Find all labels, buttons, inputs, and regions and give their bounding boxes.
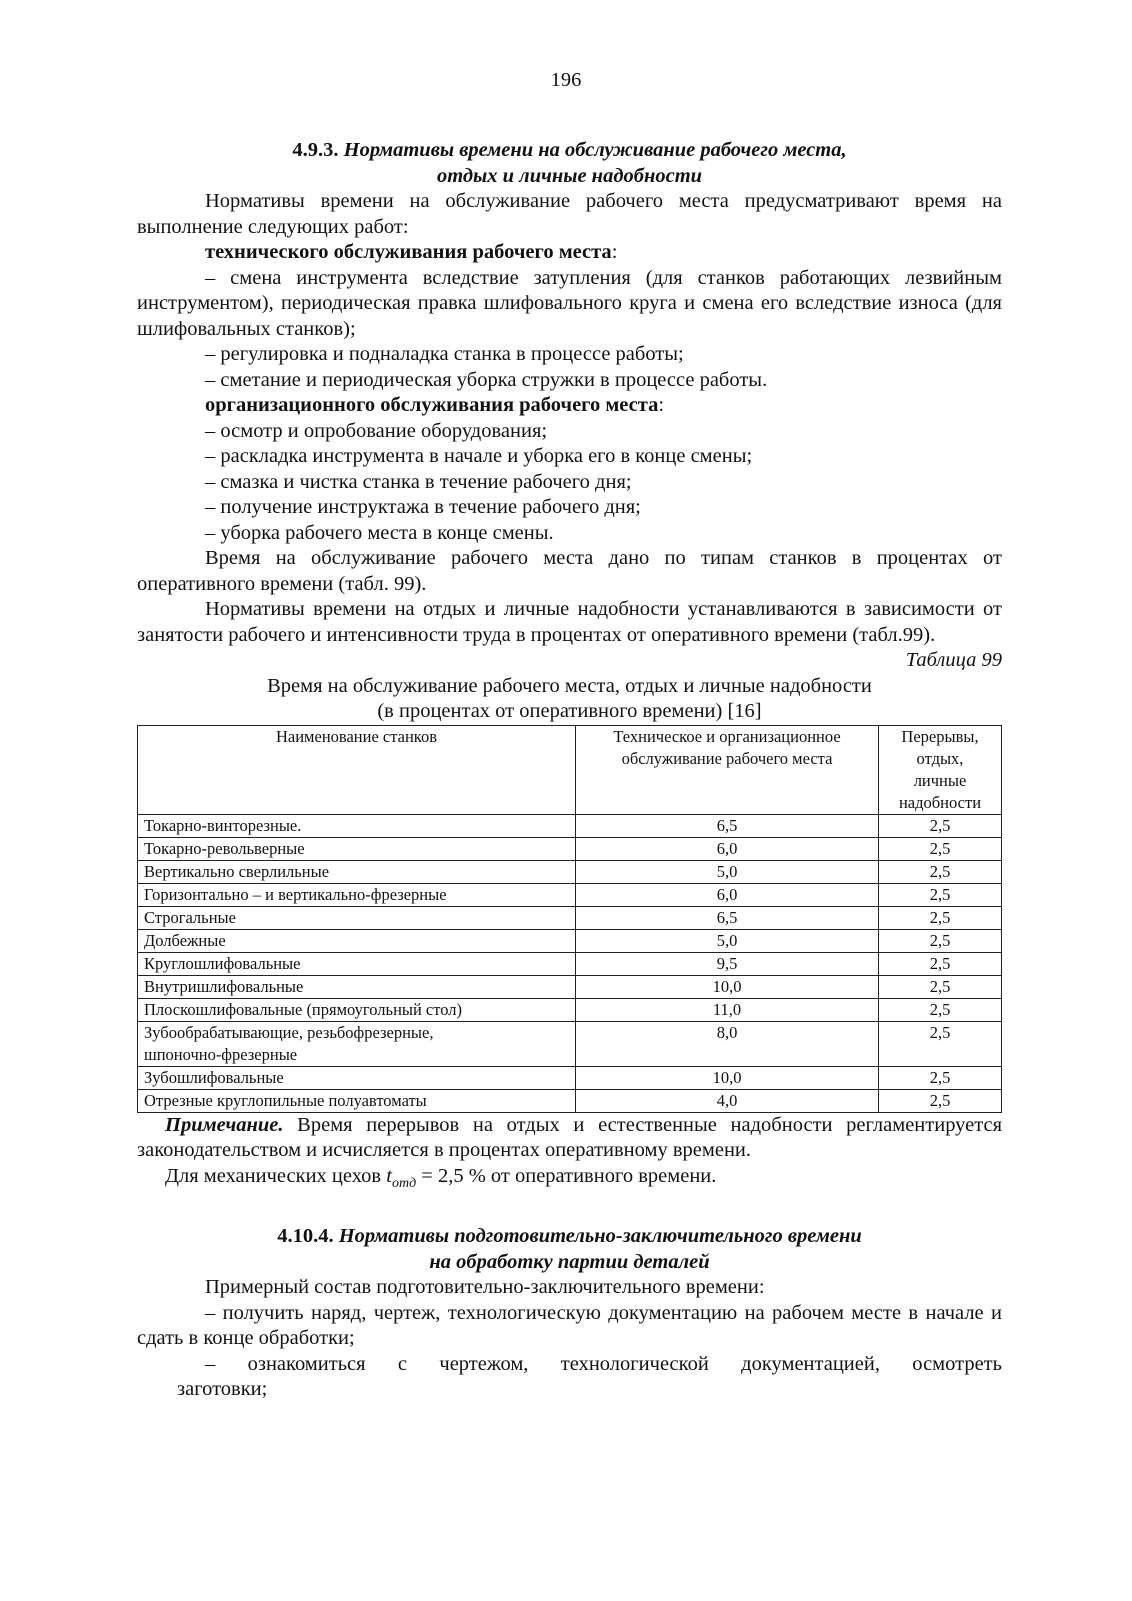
section-title-line1: Нормативы времени на обслуживание рабочего места, — [343, 139, 847, 161]
table-row — [138, 1066, 1002, 1089]
table-row — [138, 1021, 1002, 1066]
mech-suffix: = 2,5 % от оперативного времени. — [416, 1164, 717, 1187]
table-row — [138, 814, 1002, 837]
cell-name-line2: шпоночно-фрезерные — [144, 1044, 298, 1064]
list-item: – уборка рабочего места в конце смены. — [205, 521, 554, 544]
subheading-tech-text: технического обслуживания рабочего места — [205, 241, 612, 263]
list-item-line1: – ознакомиться с чертежом, технологической документацией, осмотреть — [205, 1352, 1002, 1375]
cell-tech: 10,0 — [576, 1066, 879, 1089]
header-breaks-line3: личные — [913, 770, 967, 790]
cell-name-line1: Зубообрабатывающие, резьбофрезерные, — [144, 1022, 434, 1042]
list-item: – регулировка и подналадка станка в процессе работы; — [205, 343, 684, 365]
paragraph: Время на обслуживание рабочего места дано по типам станков в процентах от оперативного времени (табл. 99). — [137, 547, 1002, 595]
cell-name: Круглошлифовальные — [138, 952, 576, 975]
cell-tech: 6,5 — [576, 906, 879, 929]
table-row — [138, 860, 1002, 883]
table-label: Таблица 99 — [905, 649, 1002, 671]
cell-name: Зубошлифовальные — [138, 1066, 576, 1089]
table-row — [138, 975, 1002, 998]
header-tech-line1: Техническое и организационное — [613, 726, 841, 746]
table-row — [138, 906, 1002, 929]
section-heading-1 — [137, 138, 1002, 189]
list-item: – получить наряд, чертеж, технологическую документацию на рабочем месте в начале и сдать в конце обработки; — [137, 1301, 1002, 1350]
list-item: – сметание и периодическая уборка стружки в процессе работы. — [205, 368, 768, 391]
table-caption-line2: (в процентах от оперативного времени) [16] — [377, 700, 762, 722]
header-tech-line2: обслуживание рабочего места — [621, 748, 833, 768]
spacer — [137, 1196, 1002, 1224]
mech-prefix: Для механических цехов — [165, 1164, 387, 1187]
table-row — [138, 952, 1002, 975]
mech-subscript: отд — [391, 1175, 417, 1191]
cell-tech: 5,0 — [576, 860, 879, 883]
note-paragraph — [137, 1113, 1002, 1164]
cell-breaks: 2,5 — [879, 998, 1002, 1021]
cell-tech: 10,0 — [576, 975, 879, 998]
table-caption-line1: Время на обслуживание рабочего места, отдых и личные надобности — [267, 674, 872, 697]
header-breaks-line4: надобности — [898, 792, 982, 812]
page-number: 196 — [550, 69, 582, 91]
cell-breaks: 2,5 — [879, 883, 1002, 906]
cell-breaks: 2,5 — [879, 929, 1002, 952]
table-row — [138, 837, 1002, 860]
note-label: Примечание. — [165, 1113, 284, 1136]
list-item: – смена инструмента вследствие затупления (для станков работающих лезвийным инструментом), периодическая правка шлифовального круга и смена его вследствие износа (для шлифовальных станков); — [137, 266, 1002, 340]
paragraph-intro-2: Примерный состав подготовительно-заключительного времени: — [205, 1276, 765, 1299]
cell-tech: 8,0 — [576, 1021, 879, 1066]
list-item: – получение инструктажа в течение рабочего дня; — [205, 496, 641, 518]
cell-tech: 5,0 — [576, 929, 879, 952]
subheading-tech: технического обслуживания рабочего места: — [205, 241, 618, 263]
cell-breaks: 2,5 — [879, 975, 1002, 998]
header-tech — [576, 725, 879, 814]
cell-breaks: 2,5 — [879, 1089, 1002, 1112]
header-name: Наименование станков — [138, 725, 576, 814]
cell-name: Горизонтально – и вертикально-фрезерные — [138, 883, 576, 906]
cell-tech: 9,5 — [576, 952, 879, 975]
cell-breaks: 2,5 — [879, 1021, 1002, 1066]
cell-breaks: 2,5 — [879, 814, 1002, 837]
cell-name: Вертикально сверлильные — [138, 860, 576, 883]
cell-name: Токарно-винторезные. — [138, 814, 576, 837]
cell-tech: 11,0 — [576, 998, 879, 1021]
section-heading-2 — [137, 1224, 1002, 1275]
section-title-line2: отдых и личные надобности — [436, 164, 703, 187]
paragraph-intro: Нормативы времени на обслуживание рабочего места предусматривают время на выполнение следующих работ: — [137, 190, 1002, 238]
cell-name: Строгальные — [138, 906, 576, 929]
mech-formula-line — [137, 1164, 1002, 1197]
header-breaks — [879, 725, 1002, 814]
cell-name — [138, 1021, 576, 1066]
cell-tech: 6,0 — [576, 883, 879, 906]
cell-tech: 6,0 — [576, 837, 879, 860]
list-item: – раскладка инструмента в начале и уборка его в конце смены; — [205, 445, 753, 467]
header-breaks-line2: отдых, — [916, 748, 964, 768]
cell-breaks: 2,5 — [879, 837, 1002, 860]
cell-name: Внутришлифовальные — [138, 975, 576, 998]
cell-tech: 6,5 — [576, 814, 879, 837]
paragraph: Нормативы времени на отдых и личные надобности устанавливаются в зависимости от занятости рабочего и интенсивности труда в процентах от оперативного времени (табл.99). — [137, 598, 1002, 646]
page-body — [137, 138, 1002, 1403]
cell-name: Плоскошлифовальные (прямоугольный стол) — [138, 998, 576, 1021]
cell-breaks: 2,5 — [879, 906, 1002, 929]
cell-name: Долбежные — [138, 929, 576, 952]
section2-title-line1: Нормативы подготовительно-заключительного времени — [338, 1225, 862, 1248]
mech-symbol: t — [386, 1164, 392, 1187]
table-row — [138, 929, 1002, 952]
norms-table — [137, 725, 1002, 1113]
header-breaks-line1: Перерывы, — [901, 726, 979, 746]
list-item: – осмотр и опробование оборудования; — [205, 419, 548, 442]
cell-name: Отрезные круглопильные полуавтоматы — [138, 1089, 576, 1112]
cell-breaks: 2,5 — [879, 1066, 1002, 1089]
table-header-row — [138, 725, 1002, 814]
cell-breaks: 2,5 — [879, 952, 1002, 975]
list-item: – смазка и чистка станка в течение рабочего дня; — [205, 470, 632, 493]
section2-title-line2: на обработку партии деталей — [429, 1250, 710, 1273]
cell-name: Токарно-револьверные — [138, 837, 576, 860]
section-number: 4.9.3. — [292, 139, 339, 161]
table-row — [138, 883, 1002, 906]
cell-breaks: 2,5 — [879, 860, 1002, 883]
cell-tech: 4,0 — [576, 1089, 879, 1112]
subheading-org-text: организационного обслуживания рабочего места — [205, 394, 659, 416]
subheading-org: организационного обслуживания рабочего места: — [205, 394, 665, 416]
section2-number: 4.10.4. — [277, 1225, 334, 1248]
table-row — [138, 1089, 1002, 1112]
list-item-line2: заготовки; — [177, 1378, 268, 1401]
note-text: Время перерывов на отдых и естественные надобности регламентируется законодательством и исчисляется в процентах оперативному времени. — [137, 1113, 1002, 1161]
table-row — [138, 998, 1002, 1021]
